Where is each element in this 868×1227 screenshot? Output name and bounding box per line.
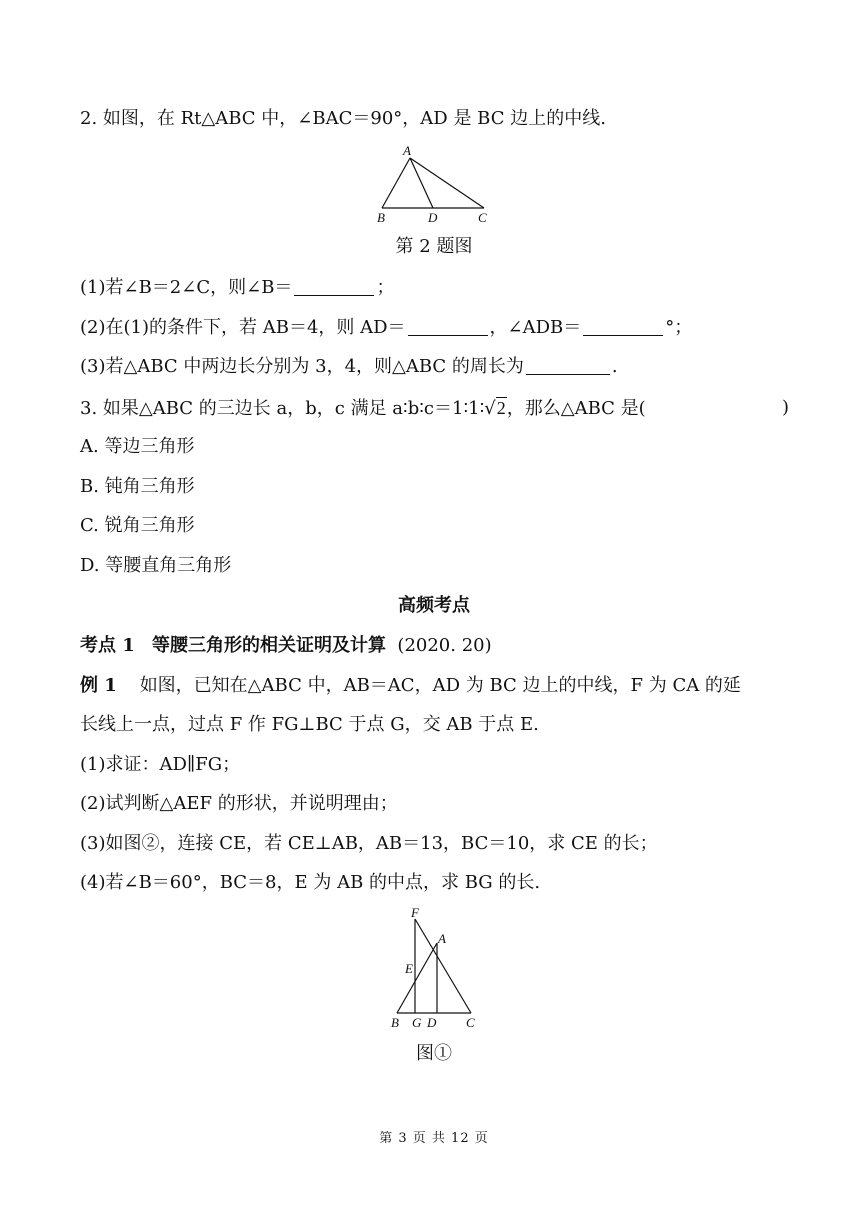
q2-part-1: (1)若∠B＝2∠C，则∠B＝ ；: [80, 277, 395, 298]
q3-stem: 3. 如果△ABC 的三边长 a，b，c 满足 a∶b∶c＝1∶1∶√2，那么△ABC 是(: [80, 398, 646, 419]
q2-figure: [370, 140, 500, 230]
label-g: G: [412, 1015, 422, 1030]
q3-paren-close: ): [782, 397, 790, 418]
q2-part-3: (3)若△ABC 中两边长分别为 3，4，则△ABC 的周长为 .: [80, 356, 618, 377]
kaodian-heading: 考点 1 等腰三角形的相关证明及计算 (2020. 20): [80, 635, 492, 656]
q3-option-b: B. 钝角三角形: [80, 476, 195, 497]
label-a: A: [438, 931, 446, 946]
side-ab: [397, 943, 437, 1013]
example-part-1: (1)求证：AD∥FG；: [80, 754, 241, 775]
q2-side-ab: [382, 158, 410, 208]
q2-label-d: D: [428, 210, 438, 225]
q2-part-2: (2)在(1)的条件下，若 AB＝4，则 AD＝ ，∠ADB＝ °；: [80, 317, 693, 338]
example-line-1: 例 1 如图，已知在△ABC 中，AB＝AC，AD 为 BC 边上的中线，F 为 CA 的延: [80, 675, 741, 696]
label-e: E: [405, 961, 413, 976]
q3-option-a: A. 等边三角形: [80, 436, 195, 457]
sqrt-two: √2: [484, 398, 506, 419]
q3-option-d: D. 等腰直角三角形: [80, 555, 232, 576]
page-footer: 第 3 页 共 12 页: [379, 1131, 489, 1146]
label-c: C: [466, 1015, 475, 1030]
q2-blank-2[interactable]: [408, 317, 488, 336]
q2-blank-4[interactable]: [526, 356, 610, 375]
q2-blank-3[interactable]: [583, 317, 663, 336]
q2-label-b: B: [377, 210, 385, 225]
example-part-2: (2)试判断△AEF 的形状，并说明理由；: [80, 793, 398, 814]
example-figure: [380, 905, 490, 1035]
q2-label-c: C: [478, 210, 487, 225]
q2-figure-caption: 第 2 题图: [395, 236, 473, 257]
example-line-2: 长线上一点，过点 F 作 FG⊥BC 于点 G，交 AB 于点 E.: [80, 714, 539, 735]
label-b: B: [391, 1015, 399, 1030]
example-figure-caption: 图①: [416, 1043, 452, 1064]
q2-blank-1[interactable]: [294, 277, 374, 296]
q2-label-a: A: [403, 143, 411, 158]
label-d: D: [427, 1015, 437, 1030]
example-part-3: (3)如图②，连接 CE，若 CE⊥AB，AB＝13，BC＝10，求 CE 的长；: [80, 833, 658, 854]
section-title: 高频考点: [398, 595, 470, 616]
example-part-4: (4)若∠B＝60°，BC＝8，E 为 AB 的中点，求 BG 的长.: [80, 872, 541, 893]
q3-option-c: C. 锐角三角形: [80, 515, 195, 536]
q2-stem: 2. 如图，在 Rt△ABC 中，∠BAC＝90°，AD 是 BC 边上的中线.: [80, 108, 606, 129]
label-f: F: [411, 905, 419, 920]
